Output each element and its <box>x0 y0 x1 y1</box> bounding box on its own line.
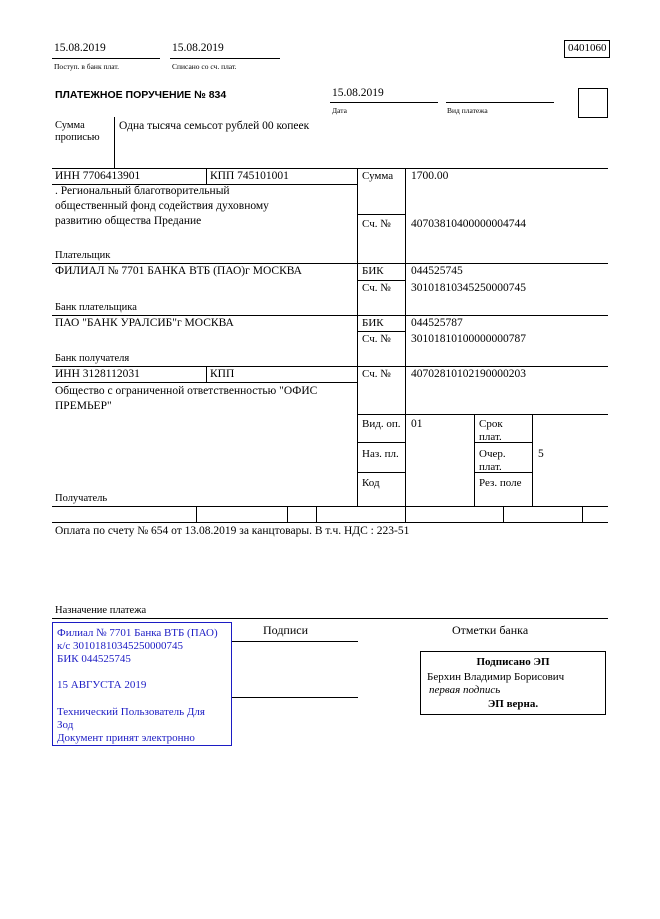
vid-op-value: 01 <box>411 418 423 430</box>
grid-line-bik2-bottom <box>357 331 405 332</box>
debited-label: Списано со сч. плат. <box>172 62 237 71</box>
ocher-value: 5 <box>538 448 544 460</box>
grid-line-bik1-bottom <box>357 280 405 281</box>
ocher-label-1: Очер. <box>479 448 506 460</box>
grid-vertical-main <box>357 168 358 506</box>
bottom-row-div-1 <box>196 506 197 522</box>
rez-label: Рез. поле <box>479 477 522 489</box>
grid-line-sum-bottom <box>357 214 405 215</box>
purpose-text: Оплата по счету № 654 от 13.08.2019 за канцтовары. В т.ч. НДС : 223-51 <box>55 525 410 537</box>
grid-line-6 <box>52 382 357 383</box>
payee-bank-label: Банк получателя <box>55 353 130 364</box>
grid-line-10 <box>52 506 608 507</box>
payee-label: Получатель <box>55 493 108 504</box>
payer-account: 40703810400000004744 <box>411 218 526 230</box>
payee-name-line-1: Общество с ограниченной ответственностью "ОФИС <box>55 385 318 397</box>
amount-words-label-2: прописью <box>55 132 100 143</box>
payer-bank-account-label: Сч. № <box>362 282 391 294</box>
payee-name-line-2: ПРЕМЬЕР" <box>55 400 112 412</box>
bank-marks-label: Отметки банка <box>452 623 529 637</box>
stamp-line-2: к/с 30101810345250000745 <box>57 640 184 652</box>
form-code-box <box>564 40 610 58</box>
payer-name-line-1: . Региональный благотворительный <box>55 185 230 197</box>
stamp-line-8: Зод <box>57 719 74 731</box>
bottom-row-div-6 <box>582 506 583 522</box>
date-line <box>330 102 438 103</box>
document-date: 15.08.2019 <box>332 87 384 99</box>
page-title: ПЛАТЕЖНОЕ ПОРУЧЕНИЕ № 834 <box>55 89 227 101</box>
grid-vertical-ocher <box>532 414 533 506</box>
inn-kpp-divider-1 <box>206 168 207 184</box>
ocher-label-2: плат. <box>479 461 502 473</box>
srok-label-2: плат. <box>479 431 502 443</box>
received-date: 15.08.2019 <box>54 42 106 54</box>
grid-line-5 <box>52 366 608 367</box>
payer-inn: ИНН 7706413901 <box>55 170 141 182</box>
payee-account: 40702810102190000203 <box>411 368 526 380</box>
stamp-line-1: Филиал № 7701 Банка ВТБ (ПАО) <box>57 627 218 639</box>
payer-kpp: КПП 745101001 <box>210 170 289 182</box>
srok-label-1: Срок <box>479 418 503 430</box>
grid-line-11 <box>52 522 608 523</box>
payer-bank-bik-label: БИК <box>362 265 384 277</box>
grid-line-9 <box>357 472 405 473</box>
bottom-row-div-3 <box>316 506 317 522</box>
purpose-label: Назначение платежа <box>55 605 147 616</box>
payee-bank-name: ПАО "БАНК УРАЛСИБ"г МОСКВА <box>55 317 234 329</box>
payee-bank-bik: 044525787 <box>411 317 463 329</box>
vid-op-label: Вид. оп. <box>362 418 401 430</box>
ep-status: ЭП верна. <box>487 698 539 710</box>
bank-stamp <box>52 622 232 746</box>
payer-bank-label: Банк плательщика <box>55 302 137 313</box>
ep-box <box>420 651 606 715</box>
stamp-line-9: Документ принят электронно <box>57 732 195 744</box>
debited-date: 15.08.2019 <box>172 42 224 54</box>
payer-bank-name: ФИЛИАЛ № 7701 БАНКА ВТБ (ПАО)г МОСКВА <box>55 265 302 277</box>
signatures-label: Подписи <box>263 623 309 637</box>
purpose-line <box>52 618 608 619</box>
date-label: Дата <box>332 106 347 115</box>
stamp-line-5: 15 АВГУСТА 2019 <box>57 679 147 691</box>
payee-bank-account: 30101810100000000787 <box>411 333 526 345</box>
signature-line-1 <box>232 641 358 642</box>
grid-line-7 <box>357 414 608 415</box>
amount-words-value: Одна тысяча семьсот рублей 00 копеек <box>119 120 310 132</box>
amount-words-label-1: Сумма <box>55 120 85 131</box>
grid-vertical-srok <box>474 414 475 506</box>
grid-line-1 <box>52 168 608 169</box>
payee-kpp: КПП <box>210 368 235 380</box>
stamp-line-3: БИК 044525745 <box>57 653 131 665</box>
payer-account-label: Сч. № <box>362 218 391 230</box>
bottom-row-div-2 <box>287 506 288 522</box>
signature-line-2 <box>232 697 358 698</box>
received-date-line <box>52 58 160 59</box>
payee-inn: ИНН 3128112031 <box>55 368 140 380</box>
kod-label: Код <box>362 477 380 489</box>
sum-label: Сумма <box>362 170 394 182</box>
payer-bank-bik: 044525745 <box>411 265 463 277</box>
inn-kpp-divider-2 <box>206 366 207 382</box>
bottom-row-div-5 <box>503 506 504 522</box>
payer-name-line-3: развитию общества Предание <box>55 215 202 227</box>
payer-label: Плательщик <box>55 250 111 261</box>
bottom-row-div-4 <box>405 506 406 522</box>
debited-date-line <box>170 58 280 59</box>
naz-pl-label: Наз. пл. <box>362 448 399 460</box>
ep-signer-role: первая подпись <box>429 684 501 696</box>
payer-bank-account: 30101810345250000745 <box>411 282 526 294</box>
stamp-line-7: Технический Пользователь Для <box>57 706 205 718</box>
received-label: Поступ. в банк плат. <box>54 62 119 71</box>
payment-type-label: Вид платежа <box>447 106 488 115</box>
grid-line-3 <box>52 263 608 264</box>
payment-type-line <box>446 102 554 103</box>
sum-value: 1700.00 <box>411 170 449 182</box>
payer-name-line-2: общественный фонд содействия духовному <box>55 200 269 212</box>
ep-title: Подписано ЭП <box>476 656 550 668</box>
amount-words-divider <box>114 117 115 168</box>
grid-line-4 <box>52 315 608 316</box>
payee-account-label: Сч. № <box>362 368 391 380</box>
code-box <box>578 88 608 118</box>
payee-bank-bik-label: БИК <box>362 317 384 329</box>
ep-signer-name: Берхин Владимир Борисович <box>427 671 565 683</box>
payee-bank-account-label: Сч. № <box>362 333 391 345</box>
grid-vertical-values <box>405 168 406 506</box>
form-code: 0401060 <box>568 42 607 54</box>
grid-line-8 <box>357 442 405 443</box>
